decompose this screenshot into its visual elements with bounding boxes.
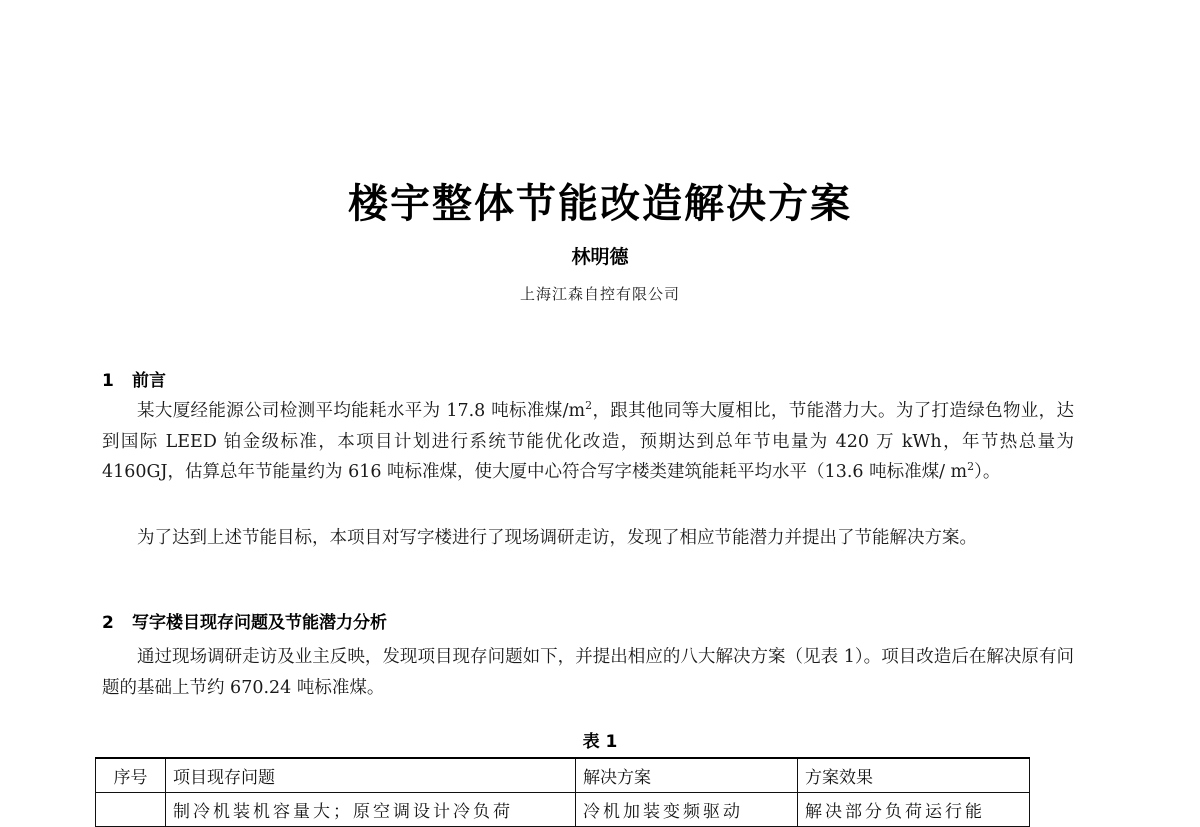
paper-title: 楼宇整体节能改造解决方案 (348, 181, 852, 227)
data-table (95, 757, 1030, 827)
superscript: 2 (585, 399, 593, 413)
table-header-cell: 项目现存问题 (166, 758, 576, 793)
table-header-row (96, 758, 1030, 793)
table-row (96, 793, 1030, 827)
paragraph: 通过现场调研走访及业主反映，发现项目现存问题如下，并提出相应的八大解决方案（见表 1）。项目改造后在解决原有问题的基础上节约 670.24 吨标准煤。 (102, 647, 1074, 698)
table-cell: 解决部分负荷运行能 (798, 793, 1030, 827)
table-caption: 表 1 (582, 732, 618, 752)
section-heading (102, 366, 166, 391)
paragraph-text: ，跟其他同等大厦相比，节能潜力大。为了打造绿色物业，达到国际 LEED 铂金级标准，本项目计划进行系统节能优化改造，预期达到总年节电量为 420 万 kWh，年节热总量为 4160GJ，估算总年节能量约为 616 吨标准煤，使大厦中心符合写字楼类建筑能耗平均水平（13.6 吨标准煤/ m (102, 401, 1074, 482)
table-header-cell: 解决方案 (576, 758, 798, 793)
table-header-cell: 序号 (96, 758, 166, 793)
paragraph-text: 某大厦经能源公司检测平均能耗水平为 17.8 吨标准煤/m (137, 401, 586, 421)
paragraph (102, 396, 1074, 488)
author-name: 林明德 (571, 246, 629, 268)
section-title: 写字楼目现存问题及节能潜力分析 (132, 613, 387, 633)
section-number: 1 (102, 371, 114, 391)
author-affiliation: 上海江森自控有限公司 (519, 285, 680, 303)
paragraph: 为了达到上述节能目标，本项目对写字楼进行了现场调研走访，发现了相应节能潜力并提出了节能解决方案。 (137, 528, 977, 548)
table-cell: 制冷机装机容量大；原空调设计冷负荷 (166, 793, 576, 827)
table-cell (96, 793, 166, 827)
table-header-cell: 方案效果 (798, 758, 1030, 793)
table-cell: 冷机加装变频驱动 (576, 793, 798, 827)
section-title: 前言 (132, 371, 166, 391)
superscript: 2 (967, 460, 975, 474)
paragraph-text: ）。 (974, 462, 1001, 482)
section-number: 2 (102, 613, 114, 633)
section-heading (102, 608, 387, 633)
